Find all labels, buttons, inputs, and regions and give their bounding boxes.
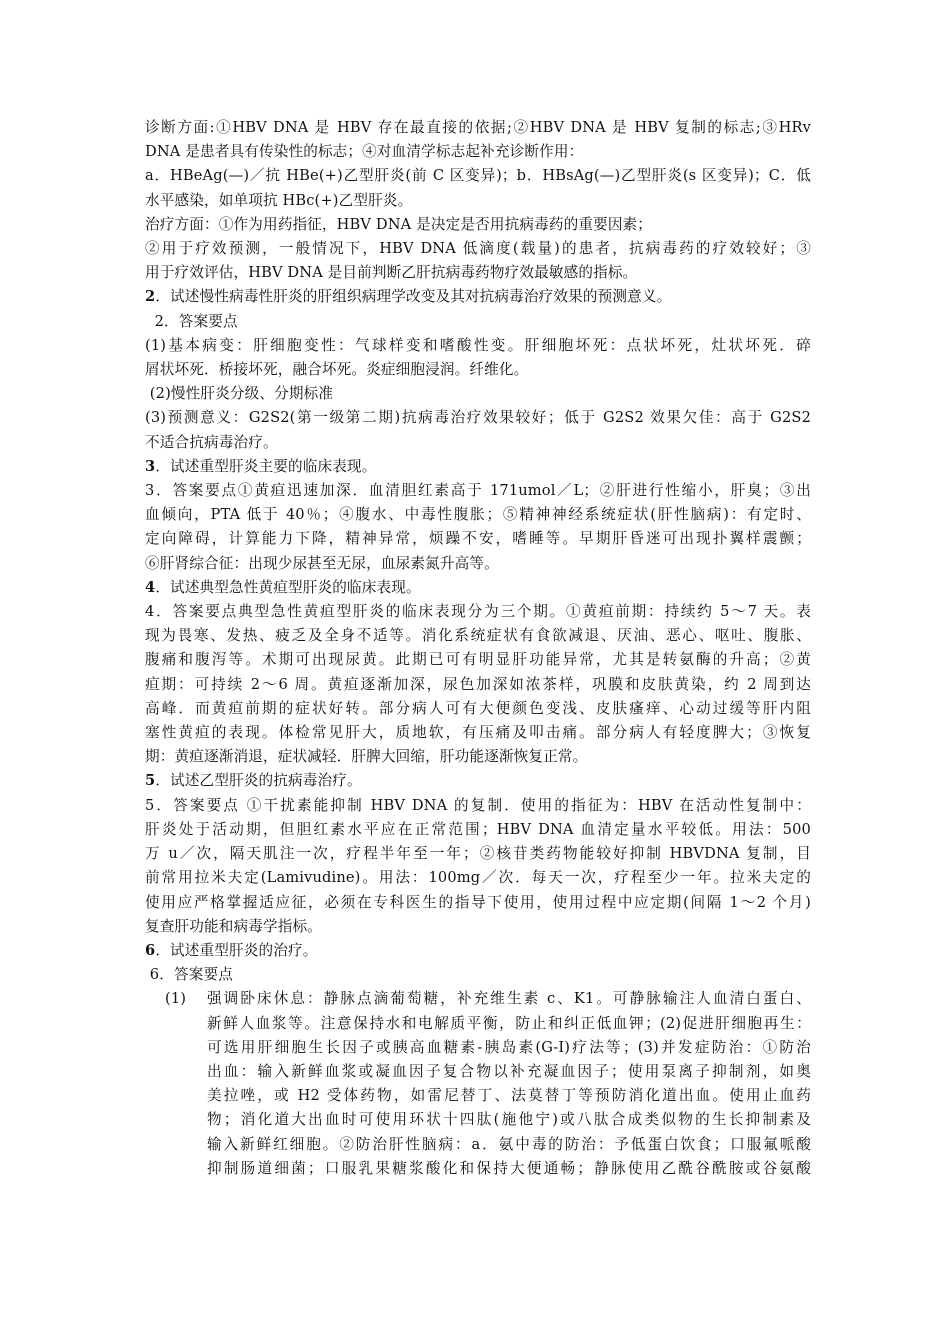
- text-line: 出血：输入新鲜血浆或凝血因子复合物以补充凝血因子；使用泵离子抑制剂，如奥: [207, 1062, 811, 1080]
- text-line: 6．答案要点: [145, 966, 233, 984]
- text-line: 肝炎处于活动期，但胆红素水平应在正常范围；HBV DNA 血清定量水平较低。用法：500: [145, 820, 811, 838]
- text-line: 前常用拉米夫定(Lamivudine)。用法：100mg／次．每天一次，疗程至少一年。拉米夫定的: [145, 869, 811, 887]
- text-line: 可选用肝细胞生长因子或胰高血糖素-胰岛素(G-I)疗法等；(3)并发症防治：①防治: [207, 1038, 811, 1056]
- question-text: ．试述重型肝炎主要的临床表现。: [155, 457, 377, 475]
- question-5: [145, 769, 811, 793]
- question-text: ．试述乙型肝炎的抗病毒治疗。: [155, 772, 362, 790]
- text-line: 美拉唑，或 H2 受体药物，如雷尼替丁、法莫替丁等预防消化道出血。使用止血药: [207, 1087, 811, 1105]
- text-line: 治疗方面：①作为用药指征，HBV DNA 是决定是否用抗病毒药的重要因素；: [145, 215, 653, 233]
- question-number: 6: [145, 941, 156, 959]
- question-6: [145, 939, 811, 963]
- text-line: 腹痛和腹泻等。术期可出现尿黄。此期已可有明显肝功能异常，尤其是转氨酶的升高；②黄: [145, 651, 811, 669]
- text-line: 屑状坏死．桥接坏死，融合坏死。炎症细胞浸润。纤维化。: [145, 361, 529, 379]
- text-line: (3)预测意义：G2S2(第一级第二期)抗病毒治疗效果较好；低于 G2S2 效果欠佳：高于 G2S2: [145, 409, 811, 427]
- text-line: 使用应严格掌握适应征，必须在专科医生的指导下使用，使用过程中应定期(间隔 1～2 个月): [145, 893, 811, 911]
- text-line: 诊断方面:①HBV DNA 是 HBV 存在最直接的依据;②HBV DNA 是 HBV 复制的标志;③HRv: [145, 119, 811, 136]
- text-line: (2)慢性肝炎分级、分期标准: [145, 385, 334, 403]
- text-line: a．HBeAg(—)／抗 HBe(+)乙型肝炎(前 C 区变异)；b．HBsAg(—)乙型肝炎(s 区变异)；C．低: [145, 167, 811, 185]
- text-line: 塞性黄疸的表现。体检常见肝大，质地软，有压痛及叩击痛。部分病人有轻度脾大；③恢复: [145, 724, 811, 742]
- text-line: DNA 是患者具有传染性的标志；④对血清学标志起补充诊断作用：: [145, 143, 584, 161]
- text-line: 血倾向，PTA 低于 40％；④腹水、中毒性腹胀；⑤精神神经系统症状(肝性脑病)：有定时、: [145, 506, 811, 524]
- text-line: 2．答案要点: [145, 312, 238, 330]
- text-line: 新鲜人血浆等。注意保持水和电解质平衡，防止和纠正低血钾；(2)促进肝细胞再生：: [207, 1014, 811, 1032]
- question-2: [145, 285, 811, 309]
- question-number: 2: [145, 288, 156, 306]
- question-number: 5: [145, 772, 156, 790]
- answer-4: [145, 600, 811, 769]
- answer-2: [145, 310, 811, 455]
- text-line: 不适合抗病毒治疗。: [145, 433, 278, 451]
- question-number: 3: [145, 457, 156, 475]
- diagnosis-section: [145, 116, 811, 285]
- text-line: (1)基本病变：肝细胞变性：气球样变和嗜酸性变。肝细胞坏死：点状坏死，灶状坏死．碎: [145, 336, 811, 354]
- text-line: 定向障碍，计算能力下降，精神异常，烦躁不安，嗜睡等。早期肝昏迷可出现扑翼样震颤；: [145, 530, 811, 548]
- item-number: (1): [165, 990, 187, 1008]
- text-line: 输入新鲜红细胞。②防治肝性脑病：a．氨中毒的防治：予低蛋白饮食；口服氟哌酸: [207, 1135, 811, 1153]
- text-line: 高峰．而黄疸前期的症状好转。部分病人可有大便颜色变浅、皮肤瘙痒、心动过缓等肝内阻: [145, 699, 811, 717]
- text-line: 疸期：可持续 2～6 周。黄疸逐渐加深，尿色加深如浓茶样，巩膜和皮肤黄染，约 2 周到达: [145, 675, 811, 693]
- document-page: [145, 116, 811, 1181]
- question-text: ．试述重型肝炎的治疗。: [155, 941, 318, 959]
- text-line: ②用于疗效预测，一般情况下，HBV DNA 低滴度(载量)的患者，抗病毒药的疗效较好；③: [145, 240, 811, 258]
- answer-5: [145, 794, 811, 939]
- text-line: 用于疗效评估，HBV DNA 是目前判断乙肝抗病毒药物疗效最敏感的指标。: [145, 264, 638, 282]
- text-line: 3．答案要点①黄疸迅速加深．血清胆红素高于 171umol／L；②肝进行性缩小，肝臭；③出: [145, 482, 811, 500]
- answer-3: [145, 479, 811, 576]
- answer-6: [145, 963, 811, 1181]
- question-4: [145, 576, 811, 600]
- text-line: 万 u／次，隔天肌注一次，疗程半年至一年；②核苷类药物能较好抑制 HBVDNA 复制，目: [145, 845, 811, 863]
- text-line: 期：黄疸逐渐消退，症状减轻．肝脾大回缩，肝功能逐渐恢复正常。: [145, 748, 588, 766]
- text-line: 物；消化道大出血时可使用环状十四肽(施他宁)或八肽合成类似物的生长抑制素及: [207, 1111, 811, 1129]
- text-line: 强调卧床休息：静脉点滴葡萄糖，补充维生素 c、K1。可静脉输注人血清白蛋白、: [207, 990, 811, 1008]
- text-line: 4．答案要点典型急性黄疸型肝炎的临床表现分为三个期。①黄疸前期：持续约 5～7 天。表: [145, 603, 811, 621]
- text-line: 水平感染，如单项抗 HBc(+)乙型肝炎。: [145, 191, 413, 209]
- text-line: ⑥肝肾综合征：出现少尿甚至无尿，血尿素氮升高等。: [145, 554, 499, 572]
- question-text: ．试述慢性病毒性肝炎的肝组织病理学改变及其对抗病毒治疗效果的预测意义。: [155, 288, 672, 306]
- question-number: 4: [145, 578, 156, 596]
- question-3: [145, 455, 811, 479]
- text-line: 现为畏寒、发热、疲乏及全身不适等。消化系统症状有食欲减退、厌油、恶心、呕吐、腹胀、: [145, 627, 811, 645]
- text-line: 抑制肠道细菌；口服乳果糖浆酸化和保持大便通畅；静脉使用乙酰谷酰胺或谷氨酸: [207, 1159, 811, 1177]
- text-line: 5．答案要点 ①干扰素能抑制 HBV DNA 的复制．使用的指征为：HBV 在活动性复制中：: [145, 796, 811, 814]
- numbered-item: [145, 987, 811, 1011]
- text-line: 复查肝功能和病毒学指标。: [145, 917, 322, 935]
- question-text: ．试述典型急性黄疸型肝炎的临床表现。: [155, 578, 421, 596]
